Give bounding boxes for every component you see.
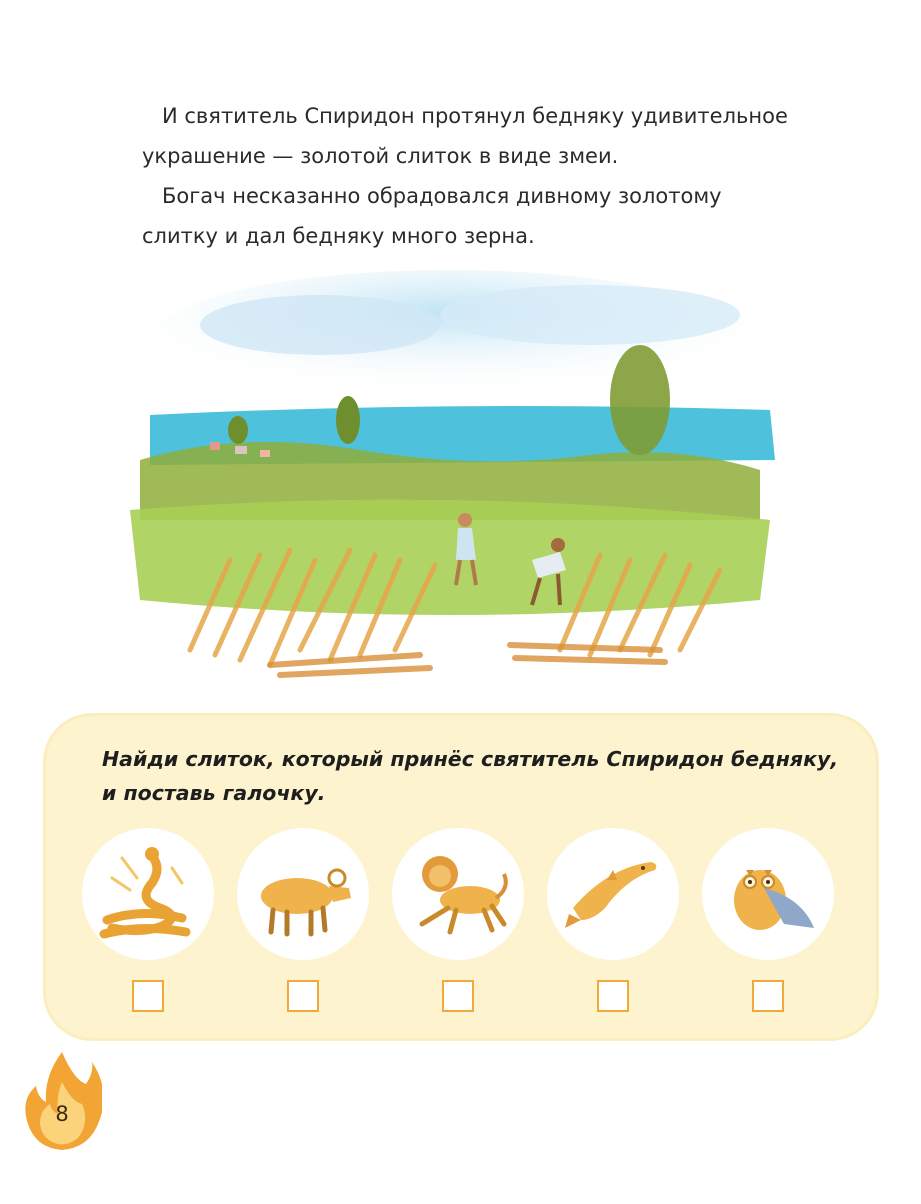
gold-snake-icon	[82, 828, 214, 960]
page-number: 8	[55, 1102, 69, 1126]
page-number-badge	[22, 1052, 102, 1152]
story-text	[142, 96, 802, 256]
option-lion	[392, 828, 528, 1018]
option-snake	[82, 828, 218, 1018]
gold-ram-icon	[237, 828, 369, 960]
task-instruction-line-2: и поставь галочку.	[102, 781, 326, 805]
story-paragraph-2: Богач несказанно обрадовался дивному золотому слитку и дал бедняку много зерна.	[142, 184, 722, 248]
option-dolphin	[547, 828, 683, 1018]
harvest-illustration	[120, 270, 780, 720]
answer-options	[82, 828, 862, 1028]
task-panel	[46, 716, 876, 1038]
gold-dolphin-icon	[547, 828, 679, 960]
option-owl	[702, 828, 838, 1018]
checkbox-owl[interactable]	[752, 980, 784, 1012]
checkbox-lion[interactable]	[442, 980, 474, 1012]
option-ram	[237, 828, 373, 1018]
gold-lion-icon	[392, 828, 524, 960]
checkbox-ram[interactable]	[287, 980, 319, 1012]
checkbox-dolphin[interactable]	[597, 980, 629, 1012]
story-paragraph-1: И святитель Спиридон протянул бедняку удивительное украшение — золотой слиток в виде змеи.	[142, 104, 788, 168]
gold-owl-icon	[702, 828, 834, 960]
task-instruction-line-1: Найди слиток, который принёс святитель Спиридон бедняку,	[102, 747, 839, 771]
task-instruction	[102, 742, 842, 810]
checkbox-snake[interactable]	[132, 980, 164, 1012]
